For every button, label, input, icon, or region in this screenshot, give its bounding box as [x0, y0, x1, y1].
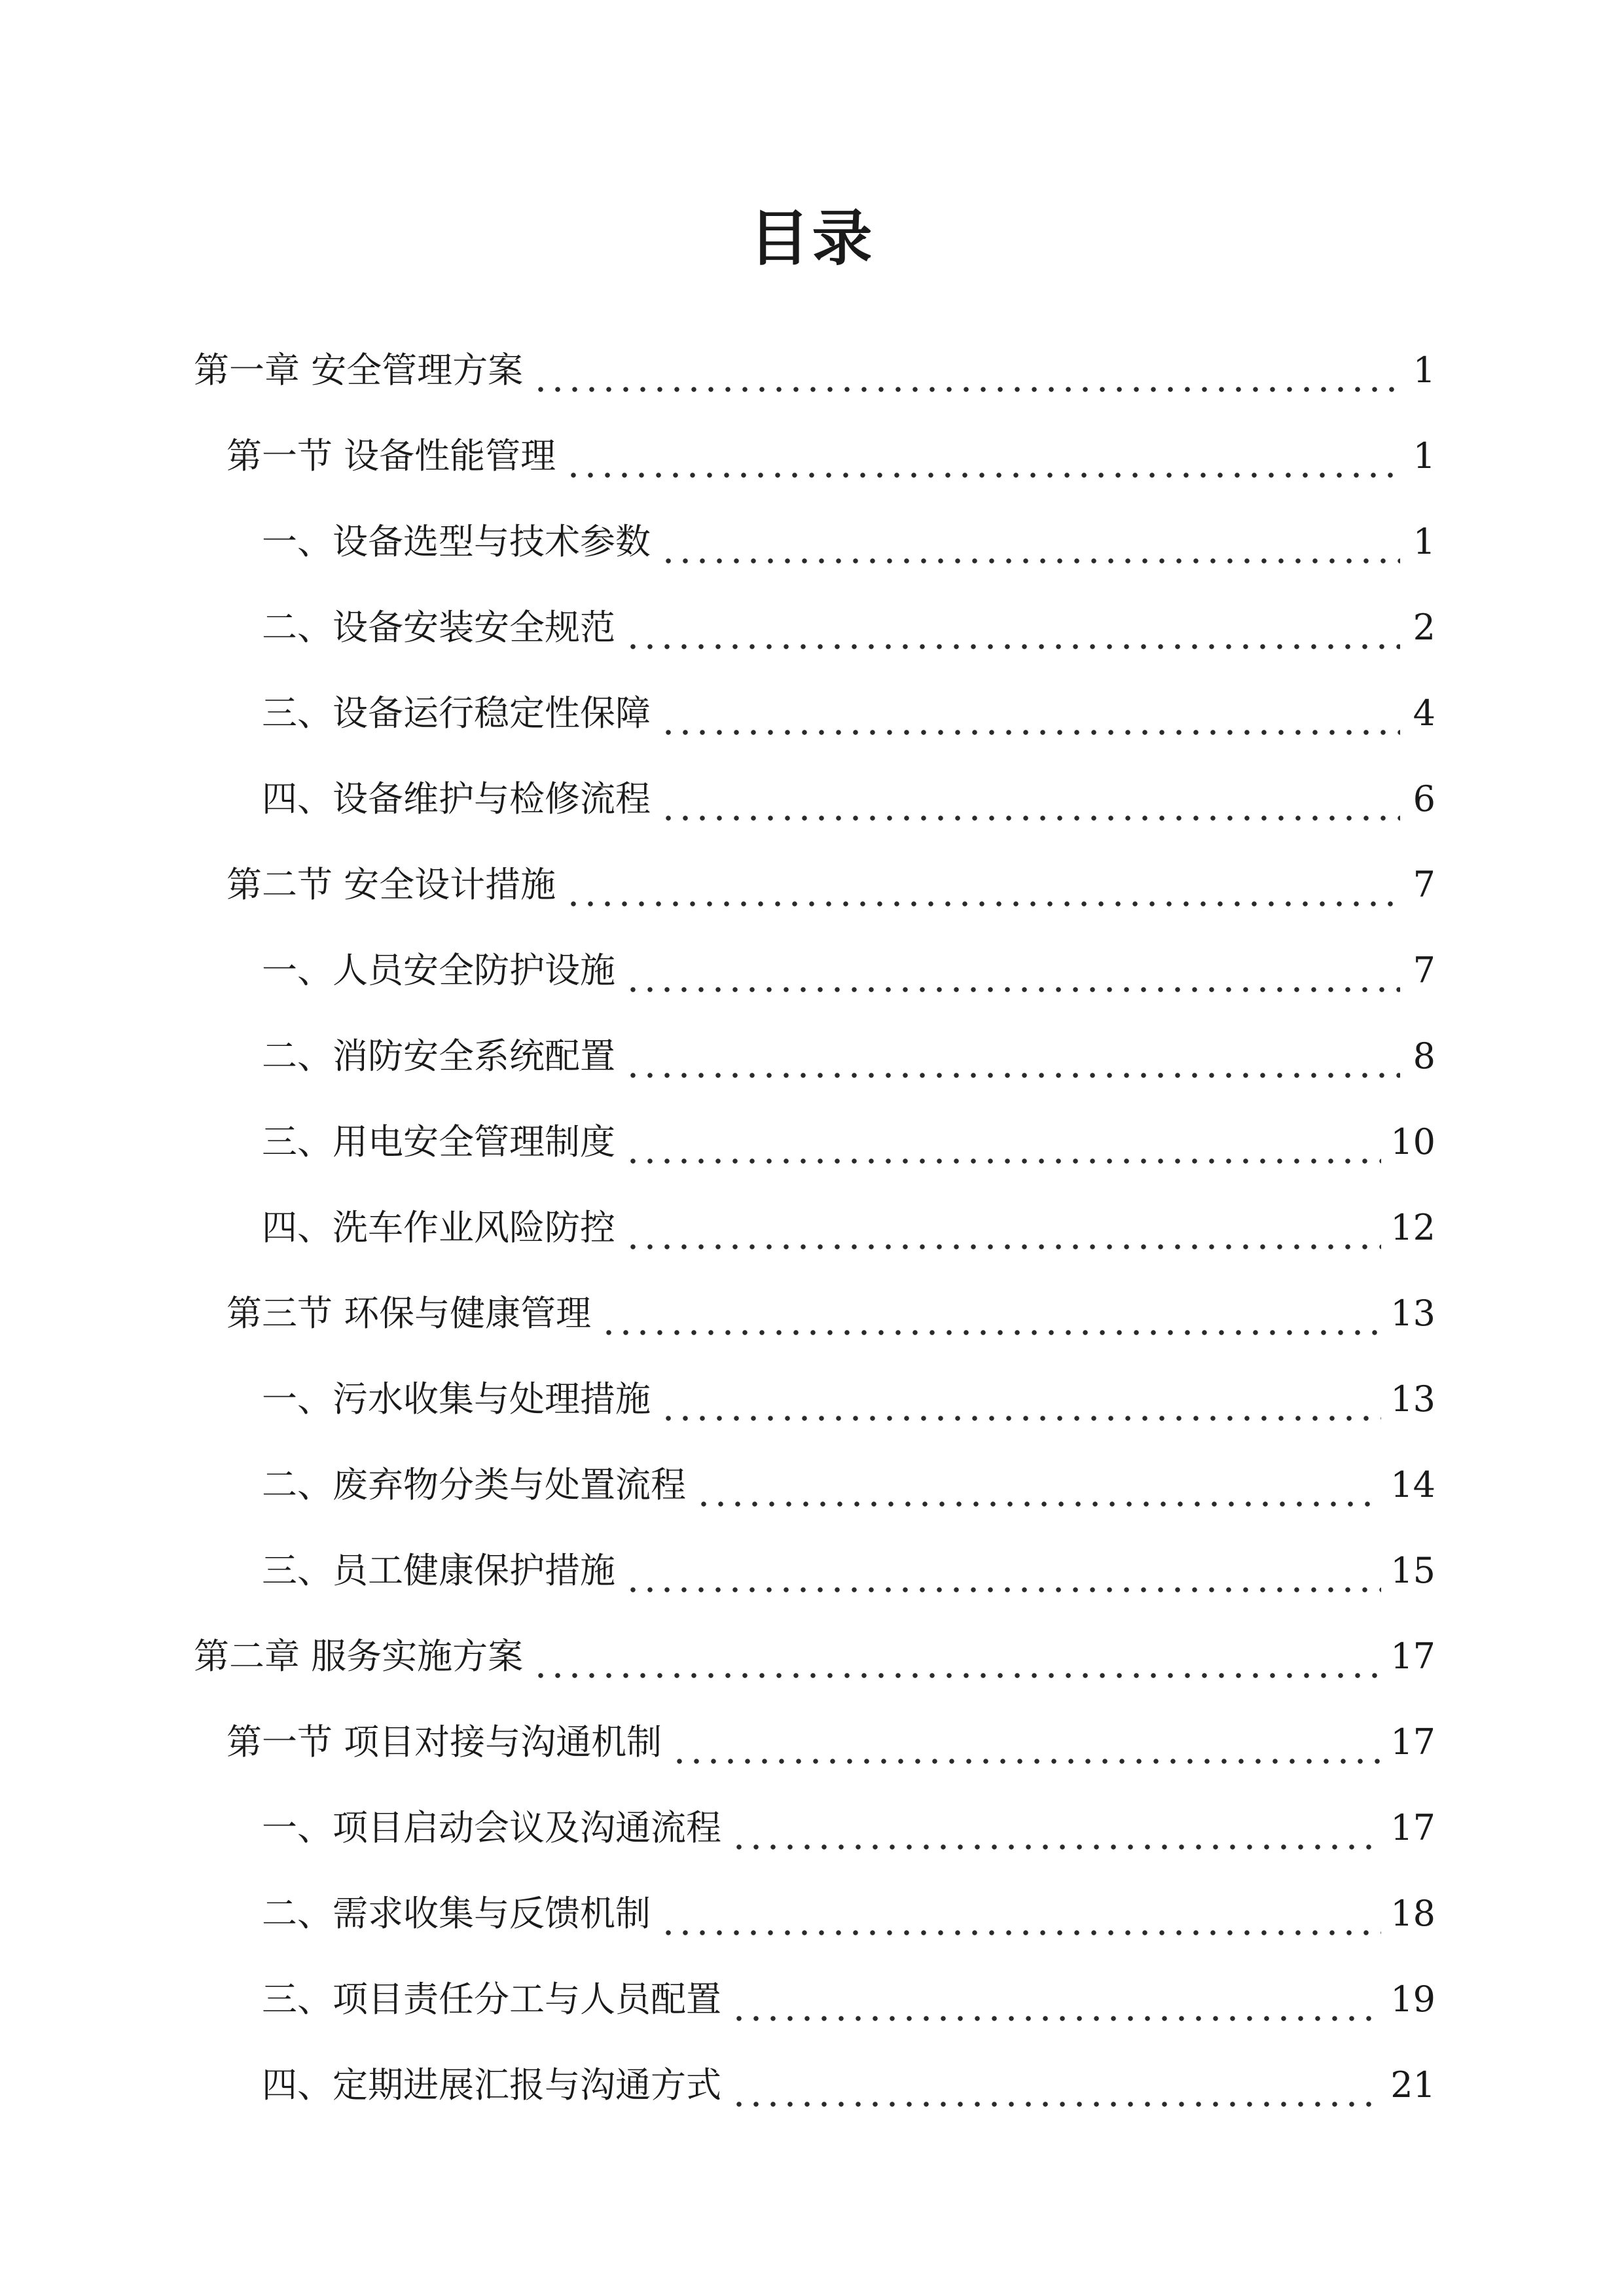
toc-entry-label: 一、人员安全防护设施: [262, 949, 615, 991]
toc-entry-label: 第二章 服务实施方案: [194, 1635, 524, 1677]
toc-entry-label: 二、消防安全系统配置: [262, 1035, 615, 1077]
toc-entry-page: 13: [1390, 1378, 1435, 1420]
toc-entry-page: 18: [1390, 1892, 1435, 1934]
toc-entry-label: 二、设备安装安全规范: [262, 606, 615, 648]
toc-dot-leader: [695, 1469, 1381, 1509]
toc-dot-leader: [660, 526, 1400, 565]
toc-dot-leader: [731, 1984, 1381, 2023]
toc-entry-page: 17: [1390, 1635, 1435, 1677]
toc-entry-page: 14: [1390, 1463, 1435, 1505]
toc-entry-label: 三、设备运行稳定性保障: [262, 692, 651, 734]
toc-dot-leader: [624, 612, 1400, 651]
toc-dot-leader: [660, 1384, 1381, 1423]
toc-dot-leader: [532, 355, 1400, 394]
toc-dot-leader: [731, 2070, 1381, 2109]
toc-entry-page: 6: [1413, 778, 1435, 819]
toc-entry-page: 1: [1413, 435, 1435, 476]
toc-dot-leader: [731, 1812, 1381, 1852]
toc-entry[interactable]: [0, 1185, 1624, 1270]
toc-entry[interactable]: [0, 327, 1624, 413]
toc-entry-label: 第一节 设备性能管理: [226, 435, 556, 476]
toc-dot-leader: [624, 1212, 1381, 1251]
table-of-contents: [0, 327, 1624, 2128]
toc-entry-label: 三、员工健康保护措施: [262, 1549, 615, 1591]
toc-entry-page: 21: [1390, 2064, 1435, 2106]
toc-entry-label: 三、项目责任分工与人员配置: [262, 1978, 721, 2020]
toc-entry[interactable]: [0, 413, 1624, 499]
toc-entry-label: 第三节 环保与健康管理: [226, 1292, 592, 1334]
toc-entry[interactable]: [0, 1528, 1624, 1613]
toc-entry-page: 1: [1413, 349, 1435, 391]
toc-entry-page: 7: [1413, 863, 1435, 905]
toc-entry[interactable]: [0, 584, 1624, 670]
toc-entry-label: 第一章 安全管理方案: [194, 349, 524, 391]
toc-dot-leader: [671, 1727, 1381, 1766]
toc-entry-page: 12: [1390, 1206, 1435, 1248]
toc-entry-page: 7: [1413, 949, 1435, 991]
toc-entry-page: 17: [1390, 1806, 1435, 1848]
page-title: 目录: [749, 204, 875, 274]
toc-entry-label: 二、需求收集与反馈机制: [262, 1892, 651, 1934]
toc-dot-leader: [624, 1041, 1400, 1080]
toc-entry[interactable]: [0, 756, 1624, 842]
toc-entry[interactable]: [0, 1356, 1624, 1442]
toc-entry-page: 17: [1390, 1721, 1435, 1763]
toc-entry[interactable]: [0, 2042, 1624, 2128]
toc-entry-page: 10: [1390, 1121, 1435, 1162]
toc-entry-page: 4: [1413, 692, 1435, 734]
toc-entry-label: 一、设备选型与技术参数: [262, 520, 651, 562]
toc-entry-label: 第二节 安全设计措施: [226, 863, 556, 905]
toc-entry-page: 19: [1390, 1978, 1435, 2020]
toc-entry[interactable]: [0, 1613, 1624, 1699]
toc-dot-leader: [660, 783, 1400, 823]
toc-entry-label: 第一节 项目对接与沟通机制: [226, 1721, 662, 1763]
toc-entry-page: 1: [1413, 520, 1435, 562]
toc-entry[interactable]: [0, 1871, 1624, 1956]
toc-entry-page: 13: [1390, 1292, 1435, 1334]
toc-entry[interactable]: [0, 1442, 1624, 1528]
toc-dot-leader: [600, 1298, 1381, 1337]
toc-entry[interactable]: [0, 1270, 1624, 1356]
toc-entry-page: 15: [1390, 1549, 1435, 1591]
toc-entry[interactable]: [0, 1099, 1624, 1185]
toc-entry[interactable]: [0, 1785, 1624, 1871]
toc-entry-label: 四、设备维护与检修流程: [262, 778, 651, 819]
toc-entry-label: 三、用电安全管理制度: [262, 1121, 615, 1162]
toc-entry[interactable]: [0, 842, 1624, 927]
toc-dot-leader: [624, 1126, 1381, 1166]
toc-dot-leader: [624, 955, 1400, 994]
toc-entry[interactable]: [0, 499, 1624, 584]
toc-entry-label: 二、废弃物分类与处置流程: [262, 1463, 686, 1505]
toc-entry[interactable]: [0, 670, 1624, 756]
toc-entry-label: 四、定期进展汇报与沟通方式: [262, 2064, 721, 2106]
toc-dot-leader: [532, 1641, 1381, 1680]
toc-entry[interactable]: [0, 1013, 1624, 1099]
toc-entry-label: 四、洗车作业风险防控: [262, 1206, 615, 1248]
toc-entry-page: 2: [1413, 606, 1435, 648]
toc-entry-label: 一、污水收集与处理措施: [262, 1378, 651, 1420]
toc-dot-leader: [565, 440, 1400, 480]
toc-entry[interactable]: [0, 1699, 1624, 1785]
toc-dot-leader: [624, 1555, 1381, 1594]
toc-entry[interactable]: [0, 927, 1624, 1013]
toc-entry[interactable]: [0, 1956, 1624, 2042]
toc-dot-leader: [565, 869, 1400, 908]
toc-entry-page: 8: [1413, 1035, 1435, 1077]
toc-dot-leader: [660, 698, 1400, 737]
toc-dot-leader: [660, 1898, 1381, 1937]
toc-entry-label: 一、项目启动会议及沟通流程: [262, 1806, 721, 1848]
